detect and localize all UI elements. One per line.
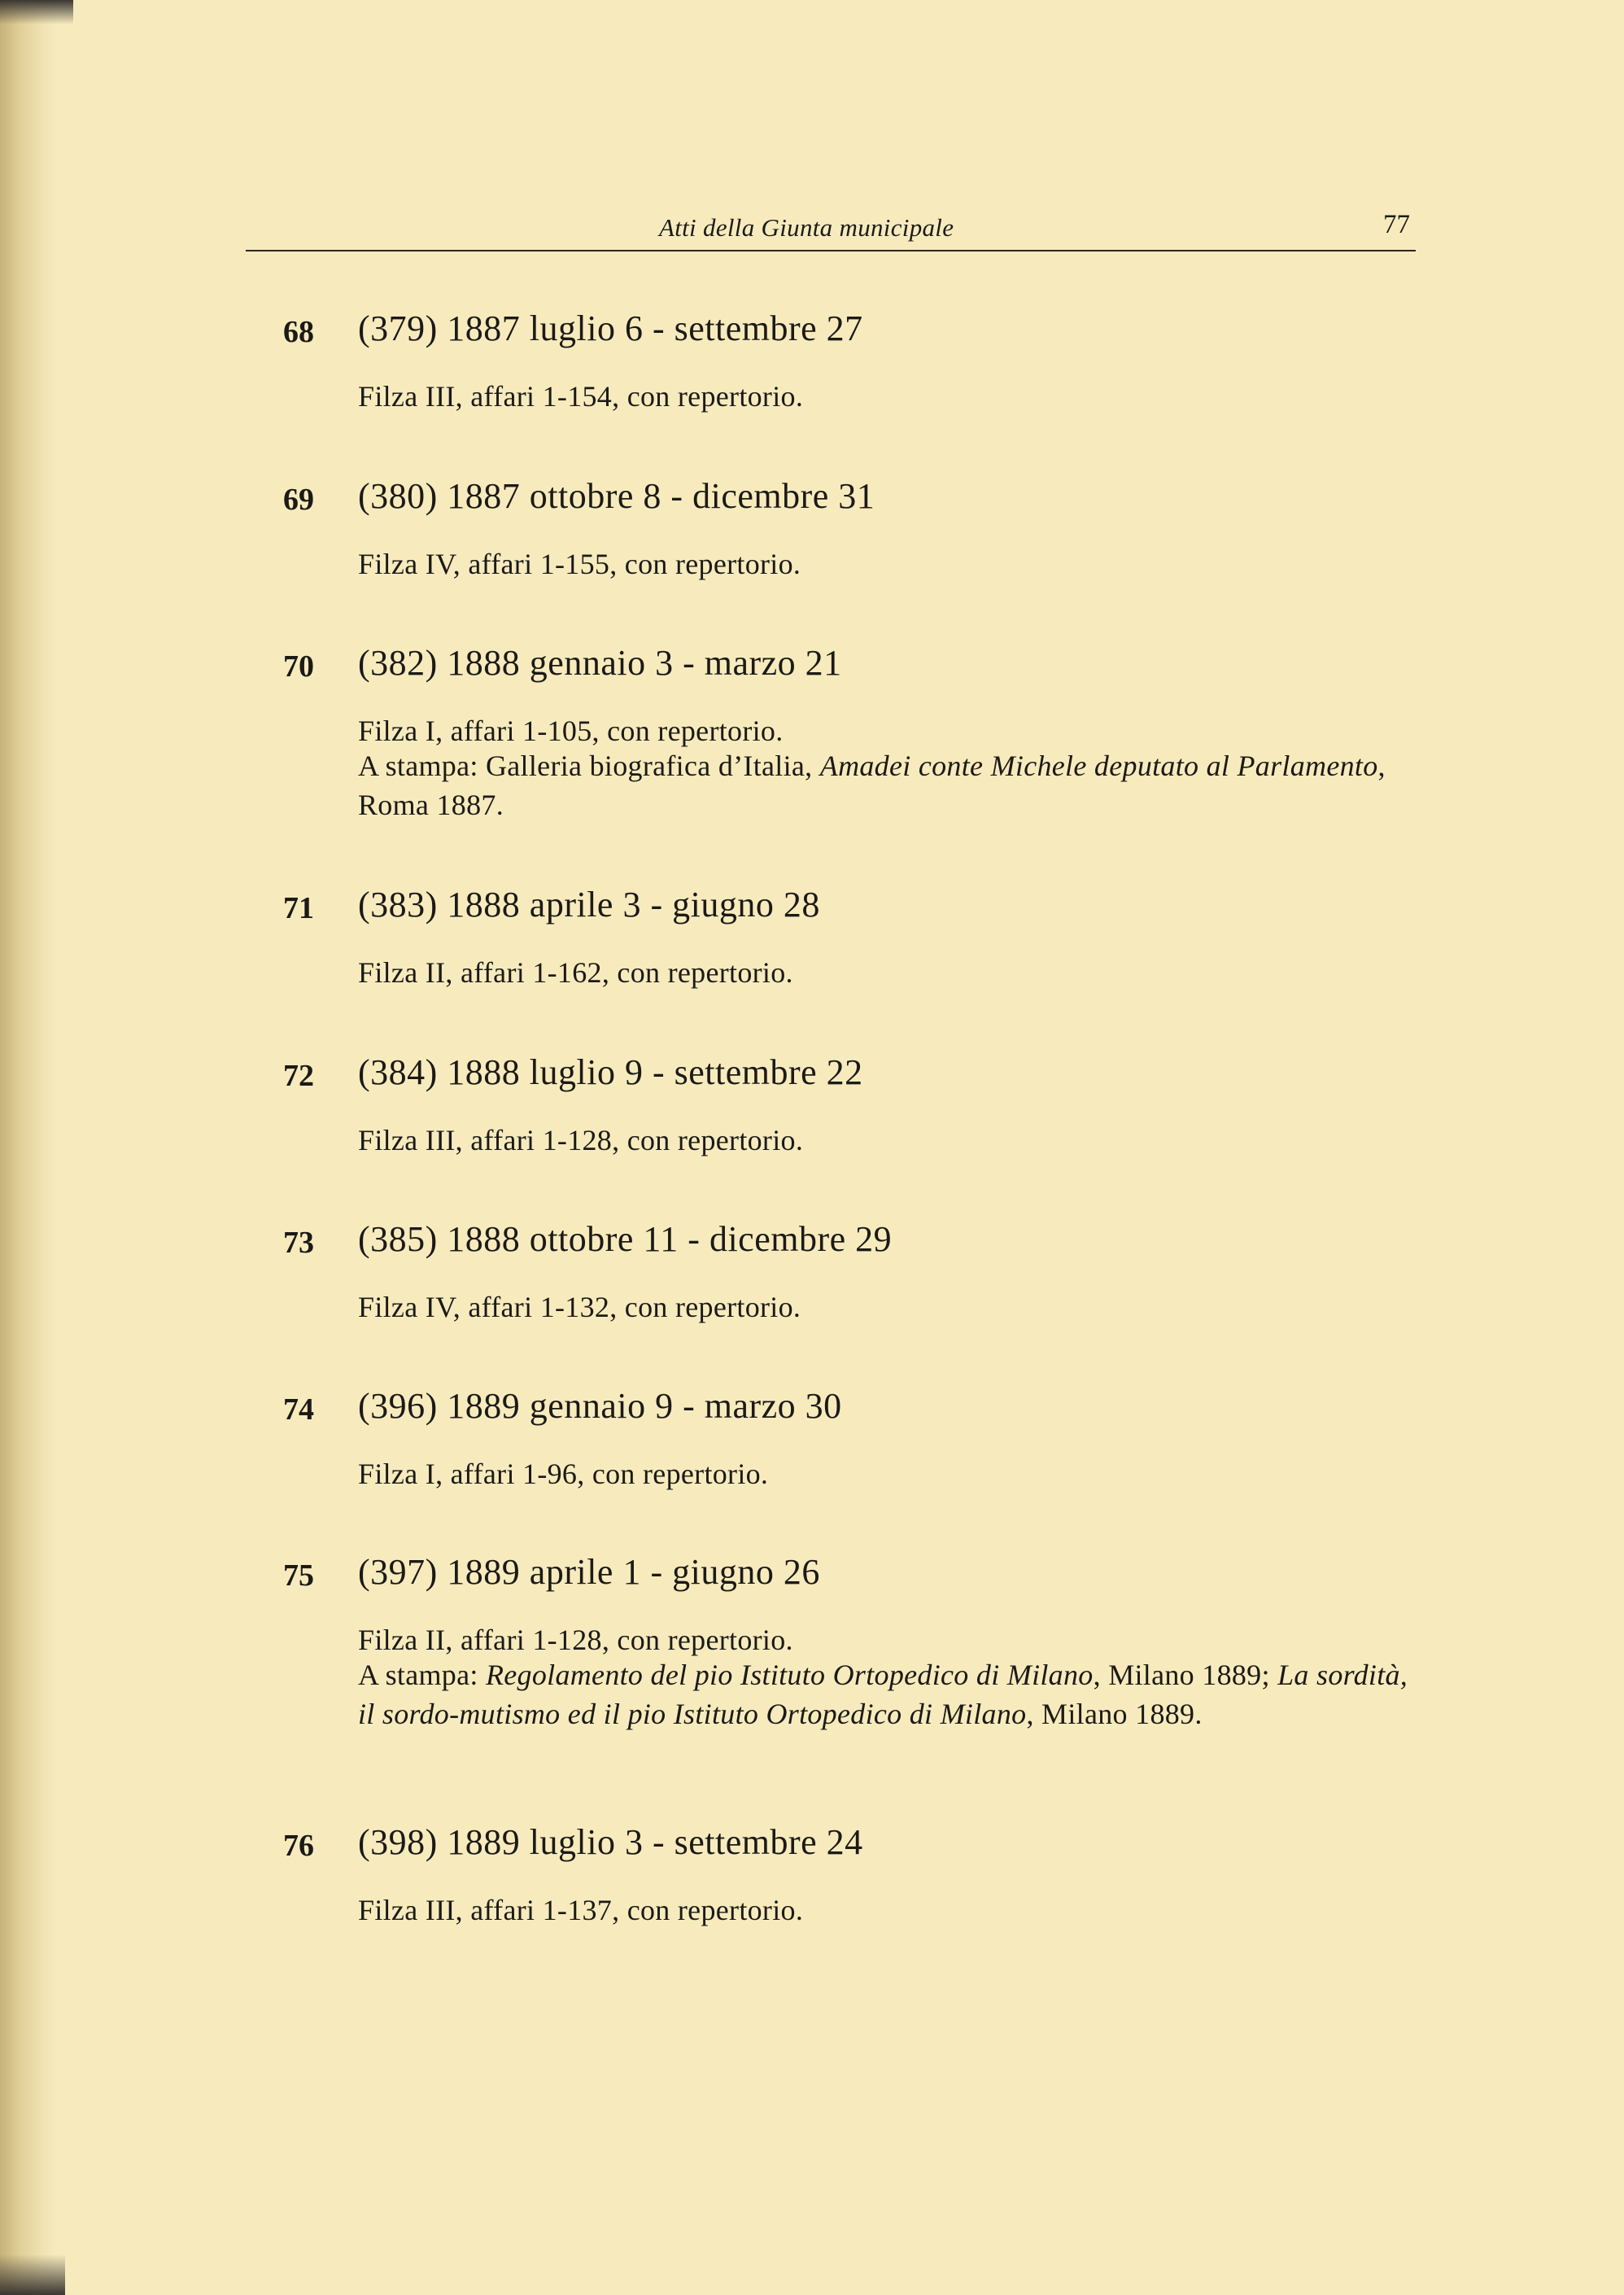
- entry-title: (385) 1888 ottobre 11 - dicembre 29: [358, 1219, 893, 1259]
- page-gutter-shadow: [0, 0, 57, 2295]
- entry-number: 70: [283, 649, 314, 684]
- header-rule: [246, 250, 1416, 251]
- printed-reference: A stampa: Regolamento del pio Istituto Ortopedico di Milano, Milano 1889; La sordità, il sordo-mutismo ed il pio Istituto Ortopedico di Milano, Milano 1889.: [358, 1659, 1408, 1730]
- entry-description: Filza II, affari 1-128, con repertorio.: [358, 1624, 793, 1656]
- entry-title: (380) 1887 ottobre 8 - dicembre 31: [358, 476, 875, 516]
- entry-number: 73: [283, 1226, 314, 1260]
- entry-number: 71: [283, 891, 314, 925]
- entry-title: (379) 1887 luglio 6 - settembre 27: [358, 308, 863, 348]
- running-title: Atti della Giunta municipale: [659, 213, 954, 242]
- scan-corner-shadow: [0, 0, 73, 24]
- printed-reference: A stampa: Galleria biografica d’Italia, Amadei conte Michele deputato al Parlamento, Roma 1887.: [358, 750, 1386, 821]
- entry-title: (397) 1889 aprile 1 - giugno 26: [358, 1552, 820, 1592]
- entry-number: 74: [283, 1392, 314, 1427]
- entry-description: Filza III, affari 1-154, con repertorio.: [358, 380, 804, 413]
- entry-title: (396) 1889 gennaio 9 - marzo 30: [358, 1386, 842, 1426]
- entry-description: Filza III, affari 1-128, con repertorio.: [358, 1124, 804, 1156]
- page-number: 77: [1383, 210, 1410, 239]
- scan-corner-shadow: [0, 2254, 65, 2295]
- entry-title: (398) 1889 luglio 3 - settembre 24: [358, 1822, 863, 1862]
- entry-title: (384) 1888 luglio 9 - settembre 22: [358, 1052, 863, 1092]
- entry-description: Filza III, affari 1-137, con repertorio.: [358, 1894, 804, 1926]
- entry-description: Filza IV, affari 1-132, con repertorio.: [358, 1291, 801, 1323]
- entry-number: 69: [283, 483, 314, 517]
- entry-number: 75: [283, 1558, 314, 1593]
- entry-description: Filza I, affari 1-96, con repertorio.: [358, 1458, 769, 1490]
- entry-description: Filza II, affari 1-162, con repertorio.: [358, 956, 793, 989]
- entry-number: 76: [283, 1829, 314, 1863]
- entry-description: Filza IV, affari 1-155, con repertorio.: [358, 548, 801, 580]
- entry-title: (382) 1888 gennaio 3 - marzo 21: [358, 643, 842, 683]
- entry-description: Filza I, affari 1-105, con repertorio.: [358, 715, 784, 747]
- entry-title: (383) 1888 aprile 3 - giugno 28: [358, 885, 820, 925]
- entry-number: 72: [283, 1059, 314, 1093]
- entry-number: 68: [283, 315, 314, 349]
